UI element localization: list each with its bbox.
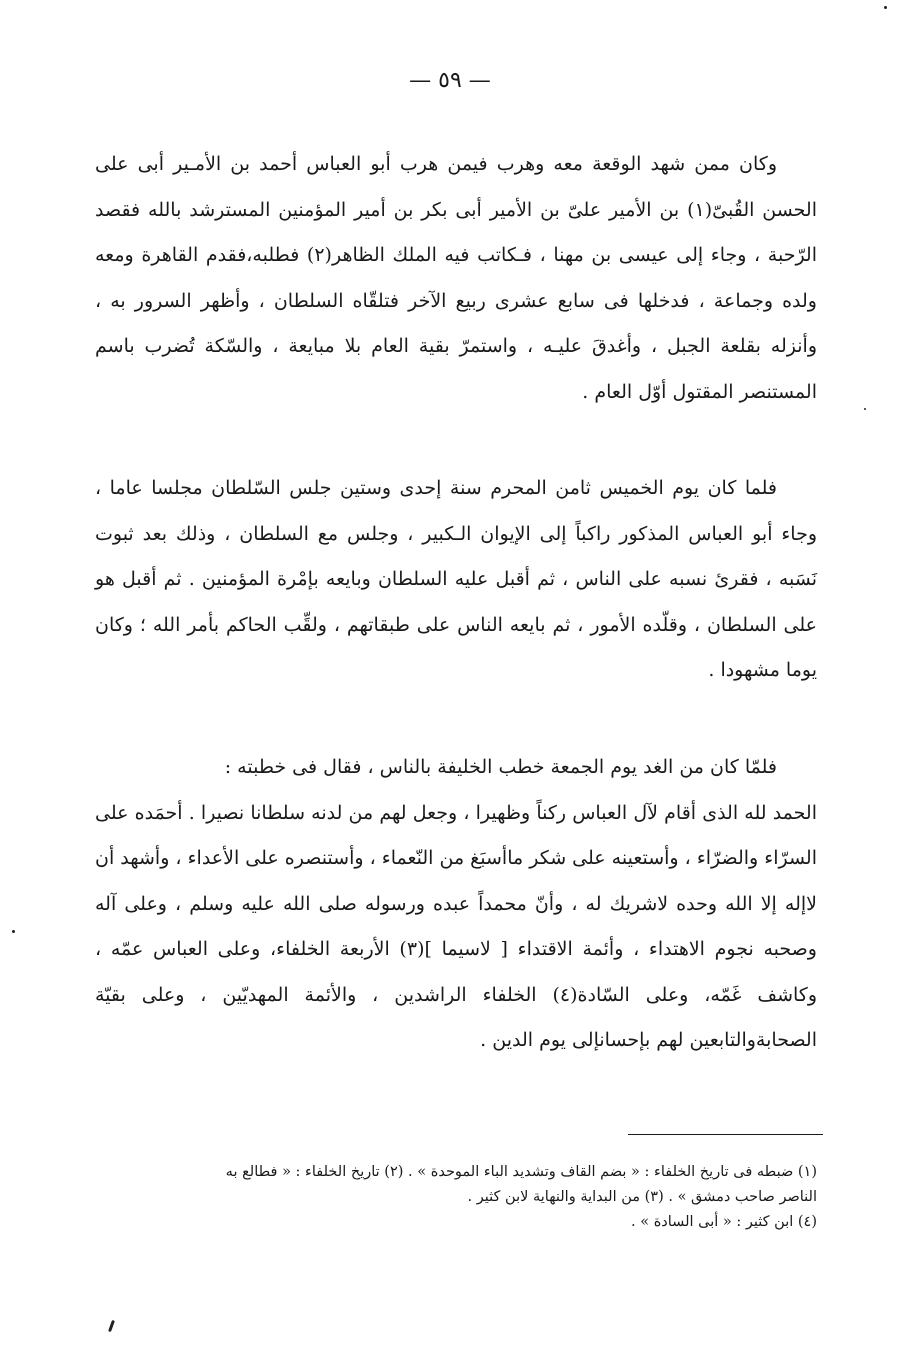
paragraph-abu-abbas-flight [95,142,817,415]
page-number: — ٥٩ — [409,68,491,93]
ink-speck [108,1320,115,1332]
ink-speck [12,930,15,933]
paragraph-pledge-of-allegiance [95,466,817,694]
footnote-line: (٤) ابن كثير : « أبى السادة » . [631,1214,817,1230]
footnotes [95,1160,817,1235]
footnote-line: الناصر صاحب دمشق » . (٣) من البداية والنهاية لابن كثير . [467,1189,817,1205]
paragraph-text: وكان ممن شهد الوقعة معه وهرب فيمن هرب أبو العباس أحمد بن الأمـير أبى على الحسن القُبىّ(١) بن الأمير علىّ بن الأمير أبى بكر بن أمير المؤمنين المسترشد بالله فقصد الرّحبة ، وجاء إلى عيسى بن مهنا ، فـكاتب فيه الملك الظاهر(٢) فطلبه،فقدم القاهرة ومعه ولده وجماعة ، فدخلها فى سابع عشرى ربيع الآخر فتلقّاه السلطان ، وأظهر السرور به ، وأنزله بقلعة الجبل ، وأغدقَ عليـه ، واستمرّ بقية العام بلا مبايعة ، والسّكة تُضرب باسم المستنصر المقتول أوّل العام . [95,153,818,403]
footnote-line: (١) ضبطه فى تاريخ الخلفاء : « بضم القاف وتشديد الباء الموحدة » . (٢) تاريخ الخلفاء : « فطالع به [225,1164,817,1180]
ink-speck [864,408,866,410]
ink-speck [884,6,887,9]
footnote-divider [628,1134,823,1135]
sermon-text: الحمد لله الذى أقام لآل العباس ركناً وظهيرا ، وجعل لهم من لدنه سلطانا نصيرا . أحمَده على السرّاء والضرّاء ، وأستعينه على شكر ماأسبَغ من النّعماء ، وأستنصره على الأعداء ، وأشهد أن لاإله إلا الله وحده لاشريك له ، وأنّ محمداً عبده ورسوله صلى الله عليه وسلم ، وعلى آله وصحبه نجوم الاهتداء ، وأئمة الاقتداء [ لاسيما ](٣) الأربعة الخلفاء، وعلى العباس عمّه ، وكاشف غَمّه، وعلى السّادة(٤) الخلفاء الراشدين ، والأئمة المهديّين ، وعلى بقيّة الصحابةوالتابعين لهم بإحسانإلى يوم الدين . [95,801,817,1051]
paragraph-text: فلما كان يوم الخميس ثامن المحرم سنة إحدى وستين جلس السّلطان مجلسا عاما ، وجاء أبو العباس المذكور راكباً إلى الإيوان الـكبير ، وجلس مع السلطان ، وذلك بعد ثبوت نَسَبه ، فقرئ نسبه على الناس ، ثم أقبل عليه السلطان وبايعه بإمْرة المؤمنين . ثم أقبل هو على السلطان ، وقلّده الأمور ، ثم بايعه الناس على طبقاتهم ، ولقِّب الحاكم بأمر الله ؛ وكان يوما مشهودا . [95,477,818,681]
sermon-section [95,745,817,1064]
sermon-intro: فلمّا كان من الغد يوم الجمعة خطب الخليفة بالناس ، فقال فى خطبته : [224,756,777,778]
